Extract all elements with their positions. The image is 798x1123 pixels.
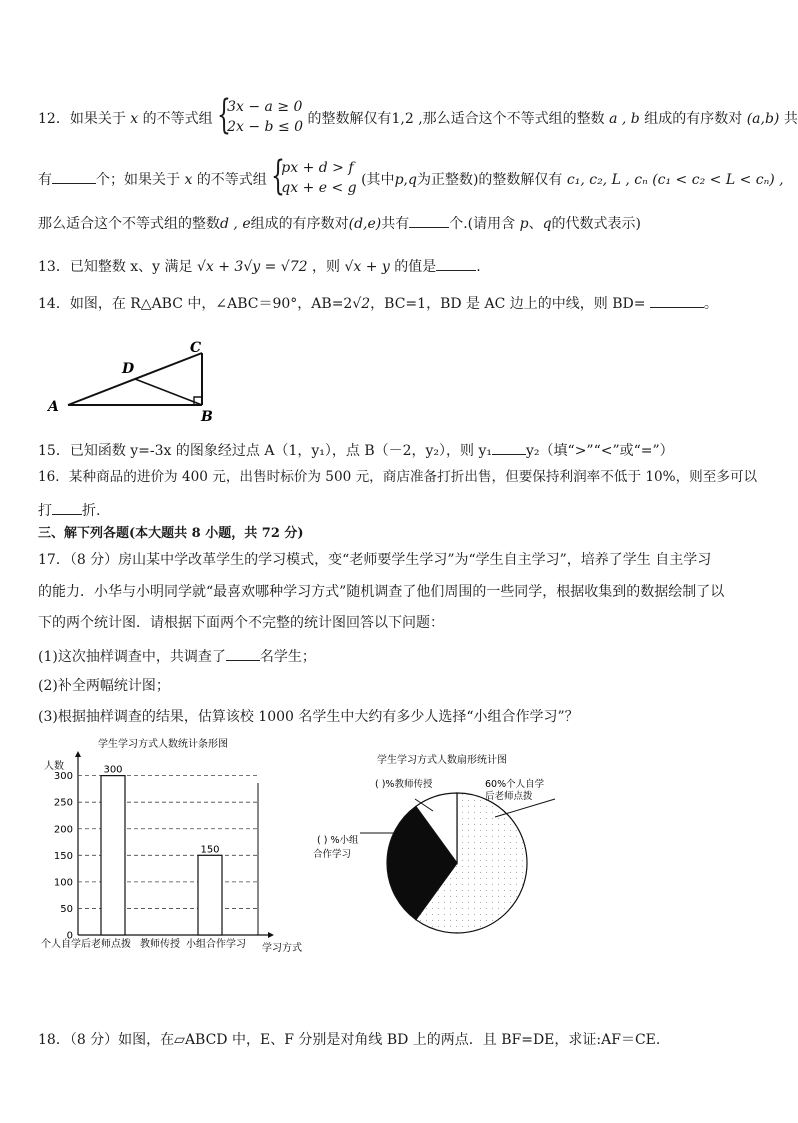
q12-l3b: d , e	[220, 216, 251, 232]
q13-expression: √x + y	[344, 259, 390, 275]
segment-bd	[135, 379, 202, 405]
q18-line: 18．（8 分）如图，在▱ABCD 中，E、F 分别是对角线 BD 上的两点．且 BF=DE，求证:AF＝CE.	[38, 1032, 661, 1048]
q12-l3e: 共有	[381, 216, 410, 232]
q13-answer-blank[interactable]	[436, 256, 476, 271]
q14-a: 14．如图，在 R△ABC 中，∠ABC＝90°，AB=2	[38, 296, 353, 312]
q17-p1a: (1)这次抽样调查中，共调查了	[38, 649, 226, 665]
y-axis-arrow	[75, 751, 81, 757]
triangle-figure	[40, 335, 230, 425]
q12-l2c: x	[184, 172, 193, 188]
q12-l3i: q	[542, 216, 552, 232]
q15-answer-blank[interactable]	[492, 440, 526, 455]
q16-line1	[38, 468, 757, 486]
q12-l2g: ,	[403, 172, 408, 188]
bar-y-tick-label: 150	[53, 850, 73, 862]
bar-data-label: 300	[103, 764, 123, 776]
q16-answer-blank[interactable]	[52, 500, 82, 515]
q13-equation: √x + 3√y = √72	[196, 259, 308, 275]
q12-l3a: 那么适合这个不等式组的整数	[38, 216, 220, 232]
q14-sqrt2: √2	[352, 296, 371, 312]
q12-l2a: 有	[38, 172, 52, 188]
q17-p1b: 名学生；	[259, 649, 316, 665]
q12-text-d: 的整数解仅有1,2 ,那么适合这个不等式组的整数	[307, 111, 605, 127]
q14-c: ，BC=1，BD 是 AC 边上的中线，则 BD=	[370, 296, 646, 312]
q17-part2: (2)补全两幅统计图；	[38, 678, 170, 694]
q12-l2b: 个；如果关于	[96, 172, 180, 188]
q12-text-a: 12．如果关于	[38, 111, 126, 127]
q13-line	[38, 256, 481, 276]
bar-chart-title: 学生学习方式人数统计条形图	[98, 739, 228, 750]
bar-y-tick-label: 250	[53, 797, 73, 809]
bar-data-label: 150	[200, 844, 220, 856]
bar-y-tick-label: 100	[53, 877, 73, 889]
x-axis-arrow	[268, 932, 274, 938]
q12-l3h: 、	[528, 216, 543, 232]
pie-label-teacher: ( )%教师传授	[375, 779, 433, 790]
label-c: C	[190, 340, 202, 356]
pie-chart	[305, 745, 545, 930]
bar-category-label: 教师传授	[140, 939, 180, 950]
pie-label-group-2: 合作学习	[313, 849, 352, 860]
q12-l2j: c₁, c₂, L , cₙ (c₁ < c₂ < L < cₙ) ,	[566, 172, 784, 188]
q17-line1: 17．（8 分）房山某中学改革学生的学习模式，变“老师要学生学习”为“学生自主学习”，培养了学生 自主学习	[38, 552, 712, 568]
q12-l3g: p	[519, 216, 529, 232]
bar-chart	[36, 735, 326, 957]
q12-l2f: p	[394, 172, 404, 188]
sys1-row2: 2x − b ≤ 0	[227, 119, 304, 135]
q12-l2h: q	[407, 172, 417, 188]
q12-line3	[38, 213, 641, 233]
q12-answer-blank-2[interactable]	[409, 213, 449, 228]
q12-answer-blank-1[interactable]	[52, 169, 96, 184]
pie-label-self-1: 60%个人自学	[485, 779, 545, 790]
q12-l3d: (d,e)	[348, 216, 382, 232]
q12-text-f: 组成的有序数对	[644, 111, 743, 127]
q14-answer-blank[interactable]	[650, 293, 704, 308]
q12-line1	[38, 92, 798, 139]
sys1-row1: 3x − a ≥ 0	[227, 99, 303, 115]
q12-l3f: 个.(请用含	[449, 216, 516, 232]
bar-category-label: 个人自学后老师点拨	[41, 939, 131, 950]
bar-y-tick-label: 200	[53, 824, 73, 836]
q12-l3j: 的代数式表示)	[551, 216, 642, 232]
q12-l2e: (其中	[361, 172, 395, 188]
q13-a: 13．已知整数 x、y 满足	[38, 259, 193, 275]
q12-var-x: x	[130, 111, 139, 127]
q17-part3: (3)根据抽样调查的结果，估算该校 1000 名学生中大约有多少人选择“小组合作学习”？	[38, 709, 579, 725]
label-a: A	[48, 399, 59, 415]
label-b: B	[201, 409, 213, 425]
q16-l2a: 打	[38, 503, 52, 519]
q17-answer-blank[interactable]	[226, 646, 260, 661]
q12-text-h: 共	[783, 111, 798, 127]
bar-y-tick-label: 50	[60, 903, 73, 915]
q13-f: .	[476, 259, 481, 275]
bar-y-tick-label: 0	[66, 930, 73, 942]
q12-pair-ab: (a,b)	[746, 111, 780, 127]
bar	[198, 855, 222, 935]
bar-chart-xlabel: 学习方式	[262, 943, 302, 954]
q15-b: y₂（填“>”“<”或“=”）	[526, 443, 674, 459]
q13-c: ，则	[312, 259, 340, 275]
pie-label-self-2: 后老师点拨	[485, 791, 533, 802]
q13-e: 的值是	[394, 259, 437, 275]
sys2-row1: px + d > f	[281, 160, 354, 176]
q12-inequality-system-1: { 3x − a ≥ 0 2x − b ≤ 0	[217, 92, 304, 138]
q12-l2i: 为正整数)的整数解仅有	[416, 172, 563, 188]
q12-vars-ab: a , b	[609, 111, 640, 127]
q14-d: 。	[703, 296, 718, 312]
bar-category-label: 小组合作学习	[186, 939, 246, 950]
q16-l1: 16．某种商品的进价为 400 元，出售时标价为 500 元，商店准备打折出售，但要保持利润率不低于 10%，则至多可以	[38, 469, 758, 485]
bar-chart-ylabel: 人数	[44, 761, 64, 772]
bar-y-tick-label: 300	[53, 771, 73, 783]
q16-line2	[38, 500, 100, 520]
section-title-3: 三、解下列各题(本大题共 8 小题，共 72 分)	[38, 526, 304, 541]
q12-l2d: 的不等式组	[196, 172, 267, 188]
q14-line	[38, 293, 718, 313]
q17-part1	[38, 646, 316, 666]
bar	[101, 776, 125, 935]
q12-inequality-system-2: { px + d > f qx + e < g	[271, 153, 357, 199]
q17-line3: 下的两个统计图．请根据下面两个不完整的统计图回答以下问题：	[38, 615, 444, 631]
label-d: D	[122, 361, 135, 377]
q12-l3c: 组成的有序数对	[250, 216, 349, 232]
q16-l2b: 折.	[82, 503, 101, 519]
pie-label-group-1: ( ) %小组	[317, 835, 359, 846]
q12-text-c: 的不等式组	[142, 111, 213, 127]
pie-chart-title: 学生学习方式人数扇形统计图	[377, 755, 507, 766]
q17-line2: 的能力．小华与小明同学就“最喜欢哪种学习方式”随机调查了他们周围的一些同学，根据收集到的数据绘制了以	[38, 584, 725, 600]
q12-line2	[38, 153, 784, 200]
sys2-row2: qx + e < g	[281, 180, 357, 196]
q15-a: 15．已知函数 y=-3x 的图象经过点 A（1，y₁），点 B（－2，y₂），则 y₁	[38, 443, 493, 459]
q15-line	[38, 440, 674, 460]
